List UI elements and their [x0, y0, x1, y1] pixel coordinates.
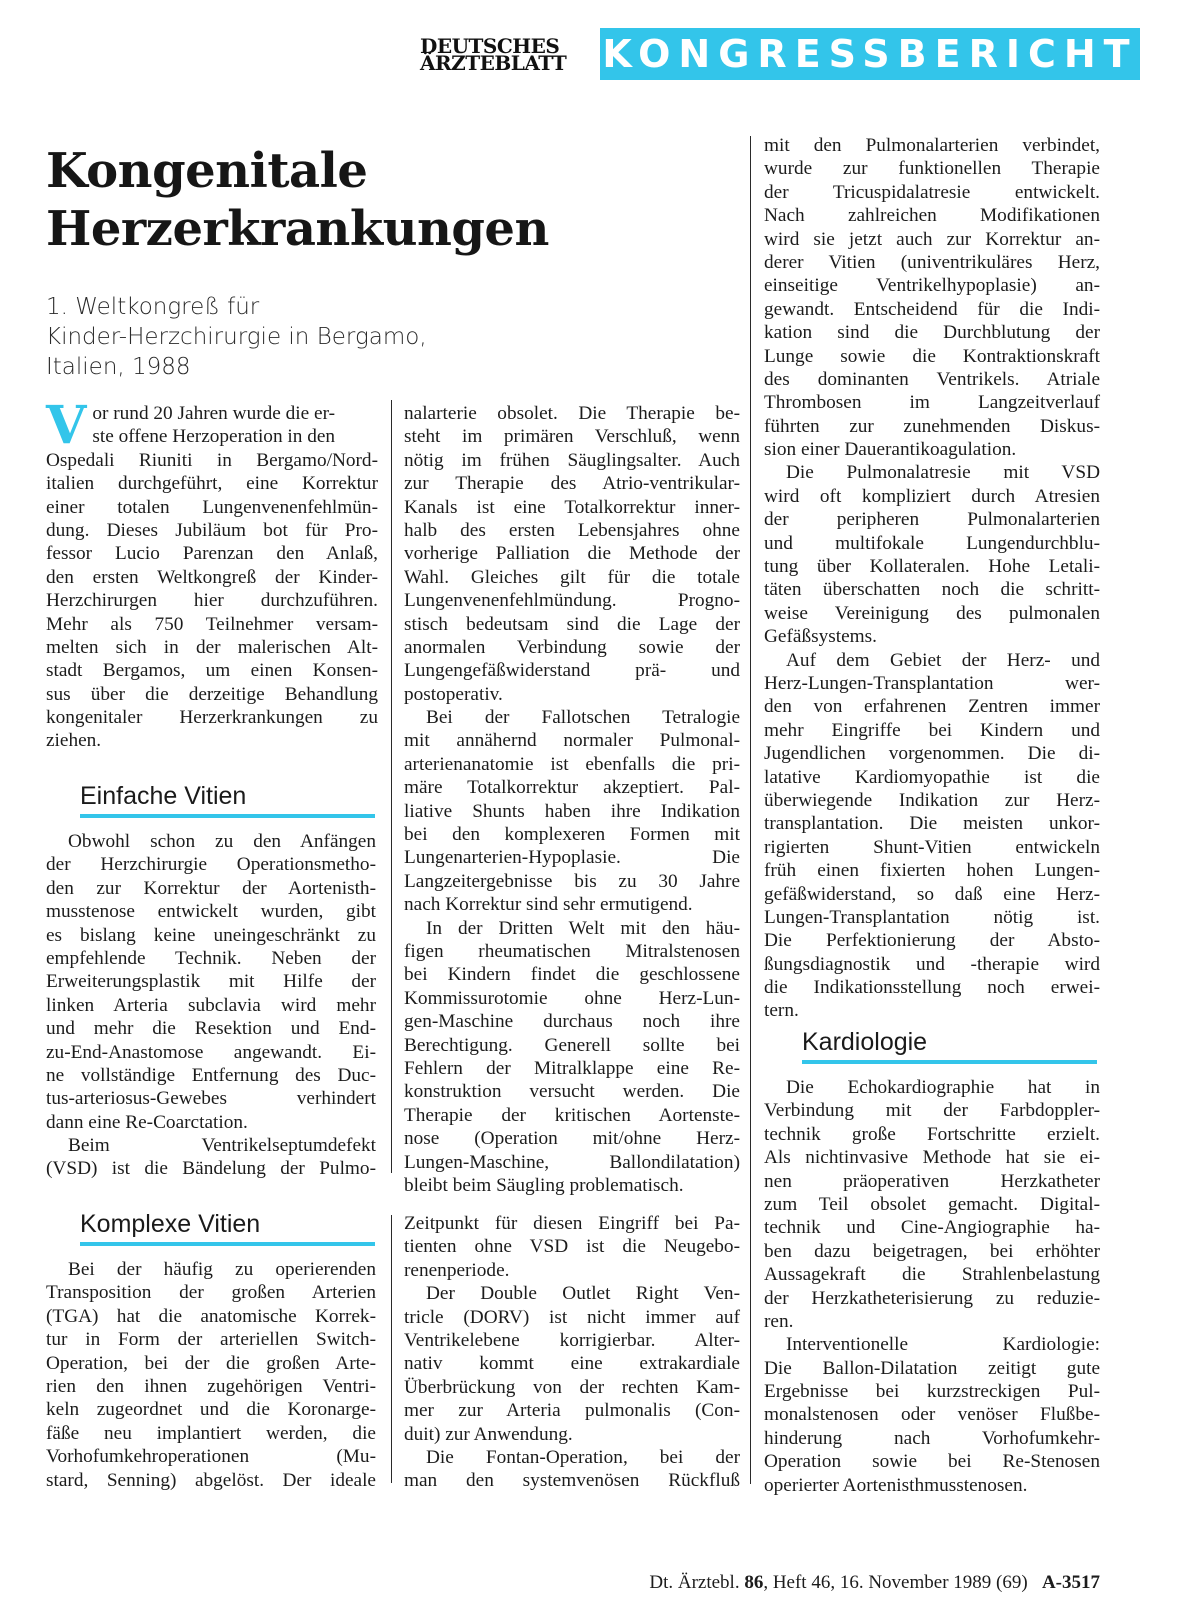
text-line: latative Kardiomyopathie ist die: [764, 766, 1100, 788]
text-line: gen-Maschine durchaus noch ihre: [404, 1011, 740, 1033]
column-2-lower-lines: [404, 1212, 742, 1493]
text-line: Berechtigung. Generell sollte bei: [404, 1034, 740, 1056]
text-line: Operation, bei der die großen Arte-: [46, 1352, 376, 1374]
text-line: fäße neu implantiert werden, die: [46, 1422, 376, 1444]
text-line: Mehr als 750 Teilnehmer versam-: [46, 613, 378, 635]
footer-page-number: A-3517: [1041, 1572, 1100, 1593]
text-line: nativ kommt eine extrakardiale: [404, 1353, 740, 1375]
text-line: zu-End-Anastomose angewandt. Ei-: [46, 1041, 376, 1063]
text-line: tricle (DORV) ist nicht immer auf: [404, 1306, 740, 1328]
column-2-upper: [404, 402, 742, 1197]
article-title: [46, 142, 646, 258]
text-line: der Herzkatheterisierung zu reduzie-: [764, 1287, 1100, 1309]
section-kardiologie: [764, 1076, 1102, 1497]
column-2-lower: [404, 1212, 742, 1493]
text-line: linken Arteria subclavia wird mehr: [46, 994, 376, 1016]
text-line: nötig im frühen Säuglingsalter. Auch: [404, 449, 740, 471]
footer-issue: , Heft 46, 16. November 1989 (69): [763, 1572, 1028, 1593]
drop-cap: V: [46, 395, 87, 456]
text-line: den zur Korrektur der Aortenisth-: [46, 877, 376, 899]
text-line: ben dazu beigetragen, bei erhöhter: [764, 1240, 1100, 1262]
journal-logo: [420, 34, 592, 75]
text-line: Die Fontan-Operation, bei der: [426, 1446, 740, 1468]
text-line: Lunge sowie die Kontraktionskraft: [764, 345, 1100, 367]
text-line: nalarterie obsolet. Die Therapie be-: [404, 403, 740, 424]
text-line: zur Therapie des Atrio-ventrikular-: [404, 473, 740, 495]
text-line: Herzchirurgen hier durchzuführen.: [46, 590, 378, 612]
text-line: keln zugeordnet und die Koronarge-: [46, 1399, 376, 1421]
text-line: Kanals ist eine Totalkorrektur inner-: [404, 496, 740, 518]
text-line: Lungen-Maschine, Ballondilatation): [404, 1151, 740, 1173]
column-divider-1: [391, 400, 392, 1173]
text-line: der Tricuspidalatresie entwickelt.: [764, 181, 1100, 203]
text-line: anormalen Verbindung sowie der: [404, 636, 740, 658]
text-line: sion einer Dauerantikoagulation.: [764, 439, 1017, 461]
intro-lines: [46, 395, 384, 753]
section-banner: KONGRESSBERICHT: [600, 28, 1140, 80]
text-line: Die Pulmonalatresie mit VSD: [786, 462, 1100, 484]
text-line: nen präoperativen Herzkatheter: [764, 1170, 1100, 1192]
text-line: Verbindung mit der Farbdoppler-: [764, 1100, 1100, 1122]
text-line: man den systemvenösen Rückfluß: [404, 1470, 740, 1492]
text-line: Aussagekraft die Strahlenbelastung: [764, 1264, 1100, 1286]
text-line: (TGA) hat die anatomische Korrek-: [46, 1305, 376, 1327]
text-line: tung über Kollateralen. Hohe Letali-: [764, 556, 1100, 578]
logo-line-2: ÄRZTEBLATT: [420, 51, 567, 75]
text-line: einseitige Ventrikelhypoplasie) an-: [764, 275, 1100, 297]
text-line: gefäßwiderstand, so daß eine Herz-: [764, 883, 1100, 905]
text-line: märe Totalkorrektur akzeptiert. Pal-: [404, 777, 740, 799]
text-line: steht im primären Verschluß, wenn: [404, 426, 740, 448]
footer-journal: Dt. Ärztebl.: [649, 1572, 740, 1593]
text-line: die Indikationsstellung noch erwei-: [764, 977, 1100, 999]
text-line: des dominanten Ventrikels. Atriale: [764, 368, 1100, 390]
text-line: hinderung nach Vorhofumkehr-: [764, 1427, 1100, 1449]
text-line: Thrombosen im Langzeitverlauf: [764, 392, 1100, 414]
text-line: ne vollständige Entfernung des Duc-: [46, 1064, 376, 1086]
text-line: Lungenarterien-Hypoplasie. Die: [404, 847, 740, 869]
column-2-upper-lines: [404, 402, 742, 1197]
text-line: Als nichtinvasive Methode hat sie ei-: [764, 1147, 1100, 1169]
heading-komplexe-vitien: Komplexe Vitien: [80, 1210, 375, 1246]
title-line-1: Kongenitale: [46, 143, 368, 199]
text-line: duit) zur Anwendung.: [404, 1423, 573, 1445]
text-line: Ventrikelebene korrigierbar. Alter-: [404, 1329, 740, 1351]
heading-kardiologie: Kardiologie: [802, 1028, 1097, 1064]
text-line: Erweiterungsplastik mit Hilfe der: [46, 971, 376, 993]
text-line: Bei der häufig zu operierenden: [68, 1259, 376, 1280]
text-line: Auf dem Gebiet der Herz- und: [786, 649, 1100, 671]
text-line: der peripheren Pulmonalarterien: [764, 509, 1100, 531]
text-line: Lungengefäßwiderstand prä- und: [404, 660, 740, 682]
text-line: vorherige Palliation die Methode der: [404, 543, 740, 565]
text-line: Obwohl schon zu den Anfängen: [68, 831, 376, 852]
text-line: früh einen fixierten hohen Lungen-: [764, 860, 1100, 882]
text-line: postoperativ.: [404, 683, 503, 705]
section-einfache-vitien: [46, 830, 384, 1181]
intro-paragraph: [46, 395, 384, 753]
text-line: Herz-Lungen-Transplantation wer-: [764, 672, 1100, 694]
kardiologie-lines: [764, 1076, 1102, 1497]
text-line: ste offene Herzoperation in den: [92, 426, 336, 448]
text-line: der Herzchirurgie Operationsmetho-: [46, 854, 376, 876]
einfache-lines: [46, 830, 384, 1181]
text-line: halb des ersten Lebensjahres ohne: [404, 519, 740, 541]
text-line: wurde zur funktionellen Therapie: [764, 158, 1100, 180]
text-line: operierter Aortenisthmusstenosen.: [764, 1474, 1028, 1496]
text-line: nose (Operation mit/ohne Herz-: [404, 1128, 740, 1150]
text-line: es bislang keine uneingeschränkt zu: [46, 924, 376, 946]
text-line: überwiegende Indikation zur Herz-: [764, 789, 1100, 811]
komplexe-lines: [46, 1258, 384, 1492]
text-line: stadt Bergamos, um einen Konsen-: [46, 660, 378, 682]
text-line: Zeitpunkt für diesen Eingriff bei Pa-: [404, 1213, 740, 1234]
text-line: rien den ihnen zugehörigen Ventri-: [46, 1375, 376, 1397]
text-line: Kommissurotomie ohne Herz-Lun-: [404, 987, 740, 1009]
text-line: mehr Eingriffe bei Kindern und: [764, 719, 1100, 741]
text-line: Die Perfektionierung der Absto-: [764, 930, 1100, 952]
text-line: täten überschatten noch die schritt-: [764, 579, 1100, 601]
heading-einfache-vitien: Einfache Vitien: [80, 782, 375, 818]
text-line: Langzeitergebnisse bis zu 30 Jahre: [404, 870, 740, 892]
text-line: figen rheumatischen Mitralstenosen: [404, 940, 740, 962]
text-line: Interventionelle Kardiologie:: [786, 1334, 1100, 1356]
text-line: Therapie der kritischen Aortenste-: [404, 1104, 740, 1126]
text-line: konstruktion versucht werden. Die: [404, 1081, 740, 1103]
text-line: bleibt beim Säugling problematisch.: [404, 1174, 684, 1196]
text-line: wird sie jetzt auch zur Korrektur an-: [764, 228, 1100, 250]
text-line: Überbrückung von der rechten Kam-: [404, 1376, 740, 1398]
text-line: italien durchgeführt, eine Korrektur: [46, 473, 378, 495]
text-line: dung. Dieses Jubiläum bot für Pro-: [46, 519, 378, 541]
text-line: monalstenosen oder venöser Flußbe-: [764, 1404, 1100, 1426]
title-line-2: Herzerkrankungen: [46, 201, 549, 257]
footer-volume: 86: [744, 1572, 764, 1593]
text-line: Operation sowie bei Re-Stenosen: [764, 1451, 1100, 1473]
section-komplexe-vitien: [46, 1258, 384, 1492]
text-line: transplantation. Die meisten unkor-: [764, 813, 1100, 835]
text-line: Die Echokardiographie hat in: [786, 1077, 1100, 1098]
text-line: bei den komplexeren Formen mit: [404, 824, 740, 846]
text-line: melten sich in der malerischen Alt-: [46, 636, 378, 658]
text-line: arterienanatomie ist ebenfalls die pri-: [404, 753, 740, 775]
text-line: tur in Form der arteriellen Switch-: [46, 1329, 376, 1351]
text-line: und multifokale Lungendurchblu-: [764, 532, 1100, 554]
text-line: ziehen.: [46, 730, 102, 752]
subtitle-line-2: Kinder-Herzchirurgie in Bergamo,: [46, 324, 427, 350]
text-line: und mehr die Resektion und End-: [46, 1018, 376, 1040]
text-line: Ergebnisse bei kurzstreckigen Pul-: [764, 1381, 1100, 1403]
text-line: Die Ballon-Dilatation zeitigt gute: [764, 1357, 1100, 1379]
text-line: tienten ohne VSD ist die Neugebo-: [404, 1236, 740, 1258]
text-line: Fehlern der Mitralklappe eine Re-: [404, 1057, 740, 1079]
text-line: mit den Pulmonalarterien verbindet,: [764, 135, 1100, 156]
column-divider-2: [750, 136, 751, 1484]
text-line: ren.: [764, 1310, 794, 1332]
text-line: führten zur zunehmenden Diskus-: [764, 415, 1100, 437]
logo-line-1: DEUTSCHES: [420, 34, 560, 58]
text-line: Vorhofumkehroperationen (Mu-: [46, 1446, 376, 1468]
text-line: derer Vitien (univentrikuläres Herz,: [764, 251, 1100, 273]
subtitle-line-3: Italien, 1988: [46, 354, 191, 380]
text-line: gewandt. Entscheidend für die Indi-: [764, 298, 1100, 320]
text-line: Wahl. Gleiches gilt für die totale: [404, 566, 740, 588]
text-line: weise Vereinigung des pulmonalen: [764, 602, 1100, 624]
text-line: technik und Cine-Angiographie ha-: [764, 1217, 1100, 1239]
subtitle-line-1: 1. Weltkongreß für: [46, 294, 260, 320]
column-divider-1b: [391, 1215, 392, 1483]
text-line: Beim Ventrikelseptumdefekt: [68, 1135, 376, 1157]
text-line: Transposition der großen Arterien: [46, 1282, 376, 1304]
text-line: Lungenvenenfehlmündung. Progno-: [404, 590, 740, 612]
column-3-upper: [764, 134, 1102, 1023]
text-line: tus-arteriosus-Gewebes verhindert: [46, 1088, 376, 1110]
text-line: zum Teil obsolet gemacht. Digital-: [764, 1193, 1100, 1215]
text-line: tern.: [764, 1000, 799, 1022]
column-3-upper-lines: [764, 134, 1102, 1023]
text-line: Ospedali Riuniti in Bergamo/Nord-: [46, 449, 378, 471]
text-line: renenperiode.: [404, 1259, 510, 1281]
text-line: (VSD) ist die Bändelung der Pulmo-: [46, 1158, 376, 1180]
text-line: musstenose entwickelt wurden, gibt: [46, 901, 376, 923]
text-line: dann eine Re-Coarctation.: [46, 1111, 248, 1133]
text-line: In der Dritten Welt mit den häu-: [426, 917, 740, 939]
text-line: rigierten Shunt-Vitien entwickeln: [764, 836, 1100, 858]
text-line: or rund 20 Jahren wurde die er-: [92, 403, 336, 424]
text-line: wird oft kompliziert durch Atresien: [764, 485, 1100, 507]
text-line: Gefäßsystems.: [764, 626, 877, 648]
text-line: Nach zahlreichen Modifikationen: [764, 205, 1100, 227]
text-line: sus über die derzeitige Behandlung: [46, 683, 378, 705]
text-line: den ersten Weltkongreß der Kinder-: [46, 566, 378, 588]
text-line: einer totalen Lungenvenenfehlmün-: [46, 496, 378, 518]
article-subtitle: [46, 292, 466, 382]
text-line: Der Double Outlet Right Ven-: [426, 1283, 740, 1305]
text-line: stard, Senning) abgelöst. Der ideale: [46, 1469, 376, 1491]
text-line: bei Kindern findet die geschlossene: [404, 964, 740, 986]
text-line: den von erfahrenen Zentren immer: [764, 696, 1100, 718]
text-line: liative Shunts haben ihre Indikation: [404, 800, 740, 822]
text-line: ßungsdiagnostik und -therapie wird: [764, 953, 1100, 975]
text-line: kation sind die Durchblutung der: [764, 322, 1100, 344]
text-line: nach Korrektur sind sehr ermutigend.: [404, 894, 693, 916]
text-line: kongenitaler Herzerkrankungen zu: [46, 707, 378, 729]
text-line: Bei der Fallotschen Tetralogie: [426, 707, 740, 729]
text-line: mer zur Arteria pulmonalis (Con-: [404, 1400, 740, 1422]
text-line: mit annähernd normaler Pulmonal-: [404, 730, 740, 752]
text-line: Jugendlichen vorgenommen. Die di-: [764, 743, 1100, 765]
page-footer: [580, 1572, 1100, 1594]
text-line: technik große Fortschritte erzielt.: [764, 1123, 1100, 1145]
text-line: Lungen-Transplantation nötig ist.: [764, 906, 1100, 928]
text-line: empfehlende Technik. Neben der: [46, 947, 376, 969]
text-line: fessor Lucio Parenzan den Anlaß,: [46, 543, 378, 565]
text-line: stisch bedeutsam sind die Lage der: [404, 613, 740, 635]
